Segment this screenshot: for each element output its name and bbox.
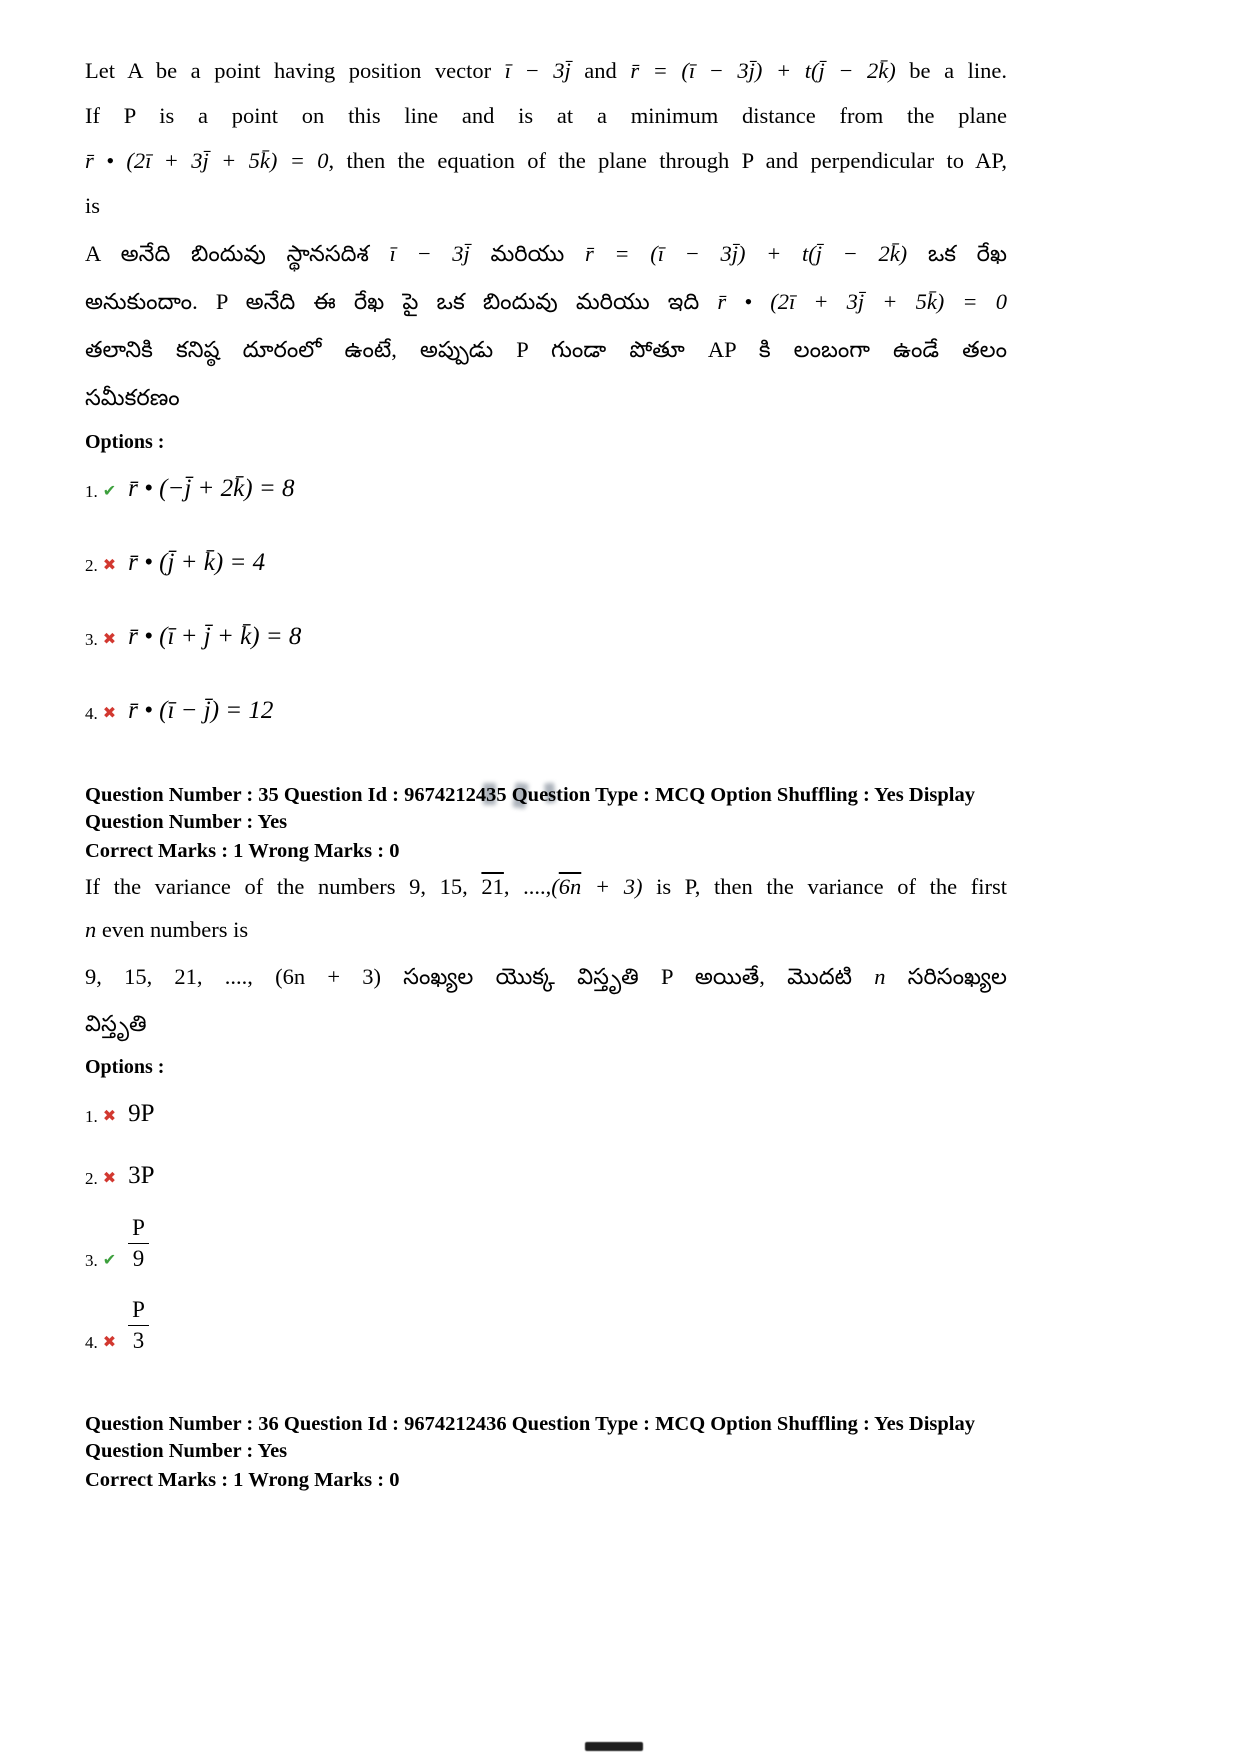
options-label: Options : [85,431,165,453]
overlined-term: 6n [558,874,582,899]
option-number: 2. [85,1169,98,1189]
option-value: 3P [128,1162,155,1189]
question-text: 9, 15, 21, ...., (6n + 3) సంఖ్యల యొక్క విస్తృతి P అయితే, మొదటి [85,964,875,989]
option-1 [85,1099,1007,1129]
question-35-options [85,1099,1007,1355]
wrong-icon: ✖ [102,631,117,648]
option-2 [85,1161,1007,1191]
overlined-number: 21 [481,874,504,899]
option-expression: r̄ • (−j̄ + 2k̄) = 8 [128,475,295,502]
option-number: 1. [85,1107,98,1127]
math-expression: r̄ • (2ī + 3j̄ + 5k̄) = 0 [85,148,329,173]
option-4 [85,696,1007,726]
wrong-icon: ✖ [102,705,117,722]
question-text: , ...., [503,874,552,899]
option-2 [85,548,1007,578]
question-34-options [85,474,1007,726]
question-text: even numbers is [96,917,249,942]
math-expression: + 3) [581,874,643,899]
question-marks: Correct Marks : 1 Wrong Marks : 0 [85,1468,400,1491]
question-36-header [85,1411,1007,1494]
question-34 [85,48,1007,726]
question-line [85,953,1007,1000]
wrong-icon: ✖ [102,1333,117,1351]
wrong-icon: ✖ [102,1170,117,1187]
fraction-numerator: P [128,1297,149,1326]
option-number: 4. [85,704,98,724]
question-34-english [85,48,1007,228]
correct-icon: ✔ [102,1251,117,1269]
wrong-icon: ✖ [102,557,117,574]
math-expression: n [874,964,886,989]
option-number: 4. [85,1333,98,1353]
question-35 [85,782,1007,1355]
question-line [85,908,1007,951]
option-3 [85,622,1007,652]
question-meta: Question Number : 36 Question Id : 9674212436 Question Type : MCQ Option Shuffling : Yes Display Question Number : Yes [85,1412,975,1462]
question-line: తలానికి కనిష్ఠ దూరంలో ఉంటే, అప్పుడు P గుండా పోతూ AP కి లంబంగా ఉండే తలం [85,337,1007,362]
question-marks: Correct Marks : 1 Wrong Marks : 0 [85,840,400,862]
question-35-english [85,865,1007,951]
question-meta: Question Number : 35 Question Id : 9674212435 Question Type : MCQ Option Shuffling : Yes Display Question Number : Yes [85,784,975,833]
question-text: ఒక రేఖ [907,241,1008,266]
question-text: If the variance of the numbers 9, 15, [85,874,482,899]
fraction-numerator: P [128,1215,149,1244]
option-expression: r̄ • (ī − j̄) = 12 [128,697,274,724]
fraction [128,1297,149,1355]
math-expression: ī − 3j̄ [389,241,470,266]
question-line [85,865,1007,908]
math-expression: ī − 3j̄ [504,58,571,83]
question-line: is [85,193,101,218]
question-35-telugu [85,953,1007,1047]
correct-icon: ✔ [102,483,117,500]
question-text: , then the equation of the plane through P and perpendicular to AP, [328,148,1007,173]
option-expression: r̄ • (ī + j̄ + k̄) = 8 [128,623,302,650]
question-35-header [85,782,1007,865]
fraction [128,1215,149,1273]
question-text: A అనేది బిందువు స్థానసదిశ [85,241,390,266]
question-text: be a line. [895,58,1008,83]
math-expression: n [85,917,97,942]
option-1 [85,474,1007,504]
scan-mark-bottom [585,1742,643,1751]
option-3 [85,1215,1007,1273]
wrong-icon: ✖ [102,1108,117,1125]
option-4 [85,1297,1007,1355]
question-36 [85,1411,1007,1494]
question-line [85,278,1007,326]
question-line: సమీకరణం [85,385,180,410]
math-expression: r̄ = (ī − 3j̄) + t(j̄ − 2k̄) [630,58,896,83]
question-text: and [570,58,631,83]
option-expression: r̄ • (j̄ + k̄) = 4 [128,549,266,576]
option-value: 9P [128,1100,155,1127]
question-text: అనుకుందాం. P అనేది ఈ రేఖ పై ఒక బిందువు మరియు ఇది [85,289,718,314]
math-expression: ( [551,874,559,899]
option-number: 1. [85,482,98,502]
question-34-telugu [85,230,1007,422]
question-line: If P is a point on this line and is at a minimum distance from the plane [85,103,1007,128]
question-line: విస్తృతి [85,1011,147,1036]
question-text: is P, then the variance of the first [642,874,1007,899]
option-number: 3. [85,630,98,650]
fraction-denominator: 9 [132,1246,145,1272]
option-number: 3. [85,1251,98,1271]
question-line [85,230,1007,278]
question-line [85,48,1007,93]
fraction-denominator: 3 [132,1328,145,1354]
question-text: Let A be a point having position vector [85,58,505,83]
math-expression: r̄ = (ī − 3j̄) + t(j̄ − 2k̄) [584,241,908,266]
question-text: మరియు [469,241,585,266]
question-line [85,138,1007,183]
math-expression: r̄ • (2ī + 3j̄ + 5k̄) = 0 [717,289,1007,314]
options-label: Options : [85,1056,165,1078]
question-text: సరిసంఖ్యల [885,964,1007,989]
option-number: 2. [85,556,98,576]
